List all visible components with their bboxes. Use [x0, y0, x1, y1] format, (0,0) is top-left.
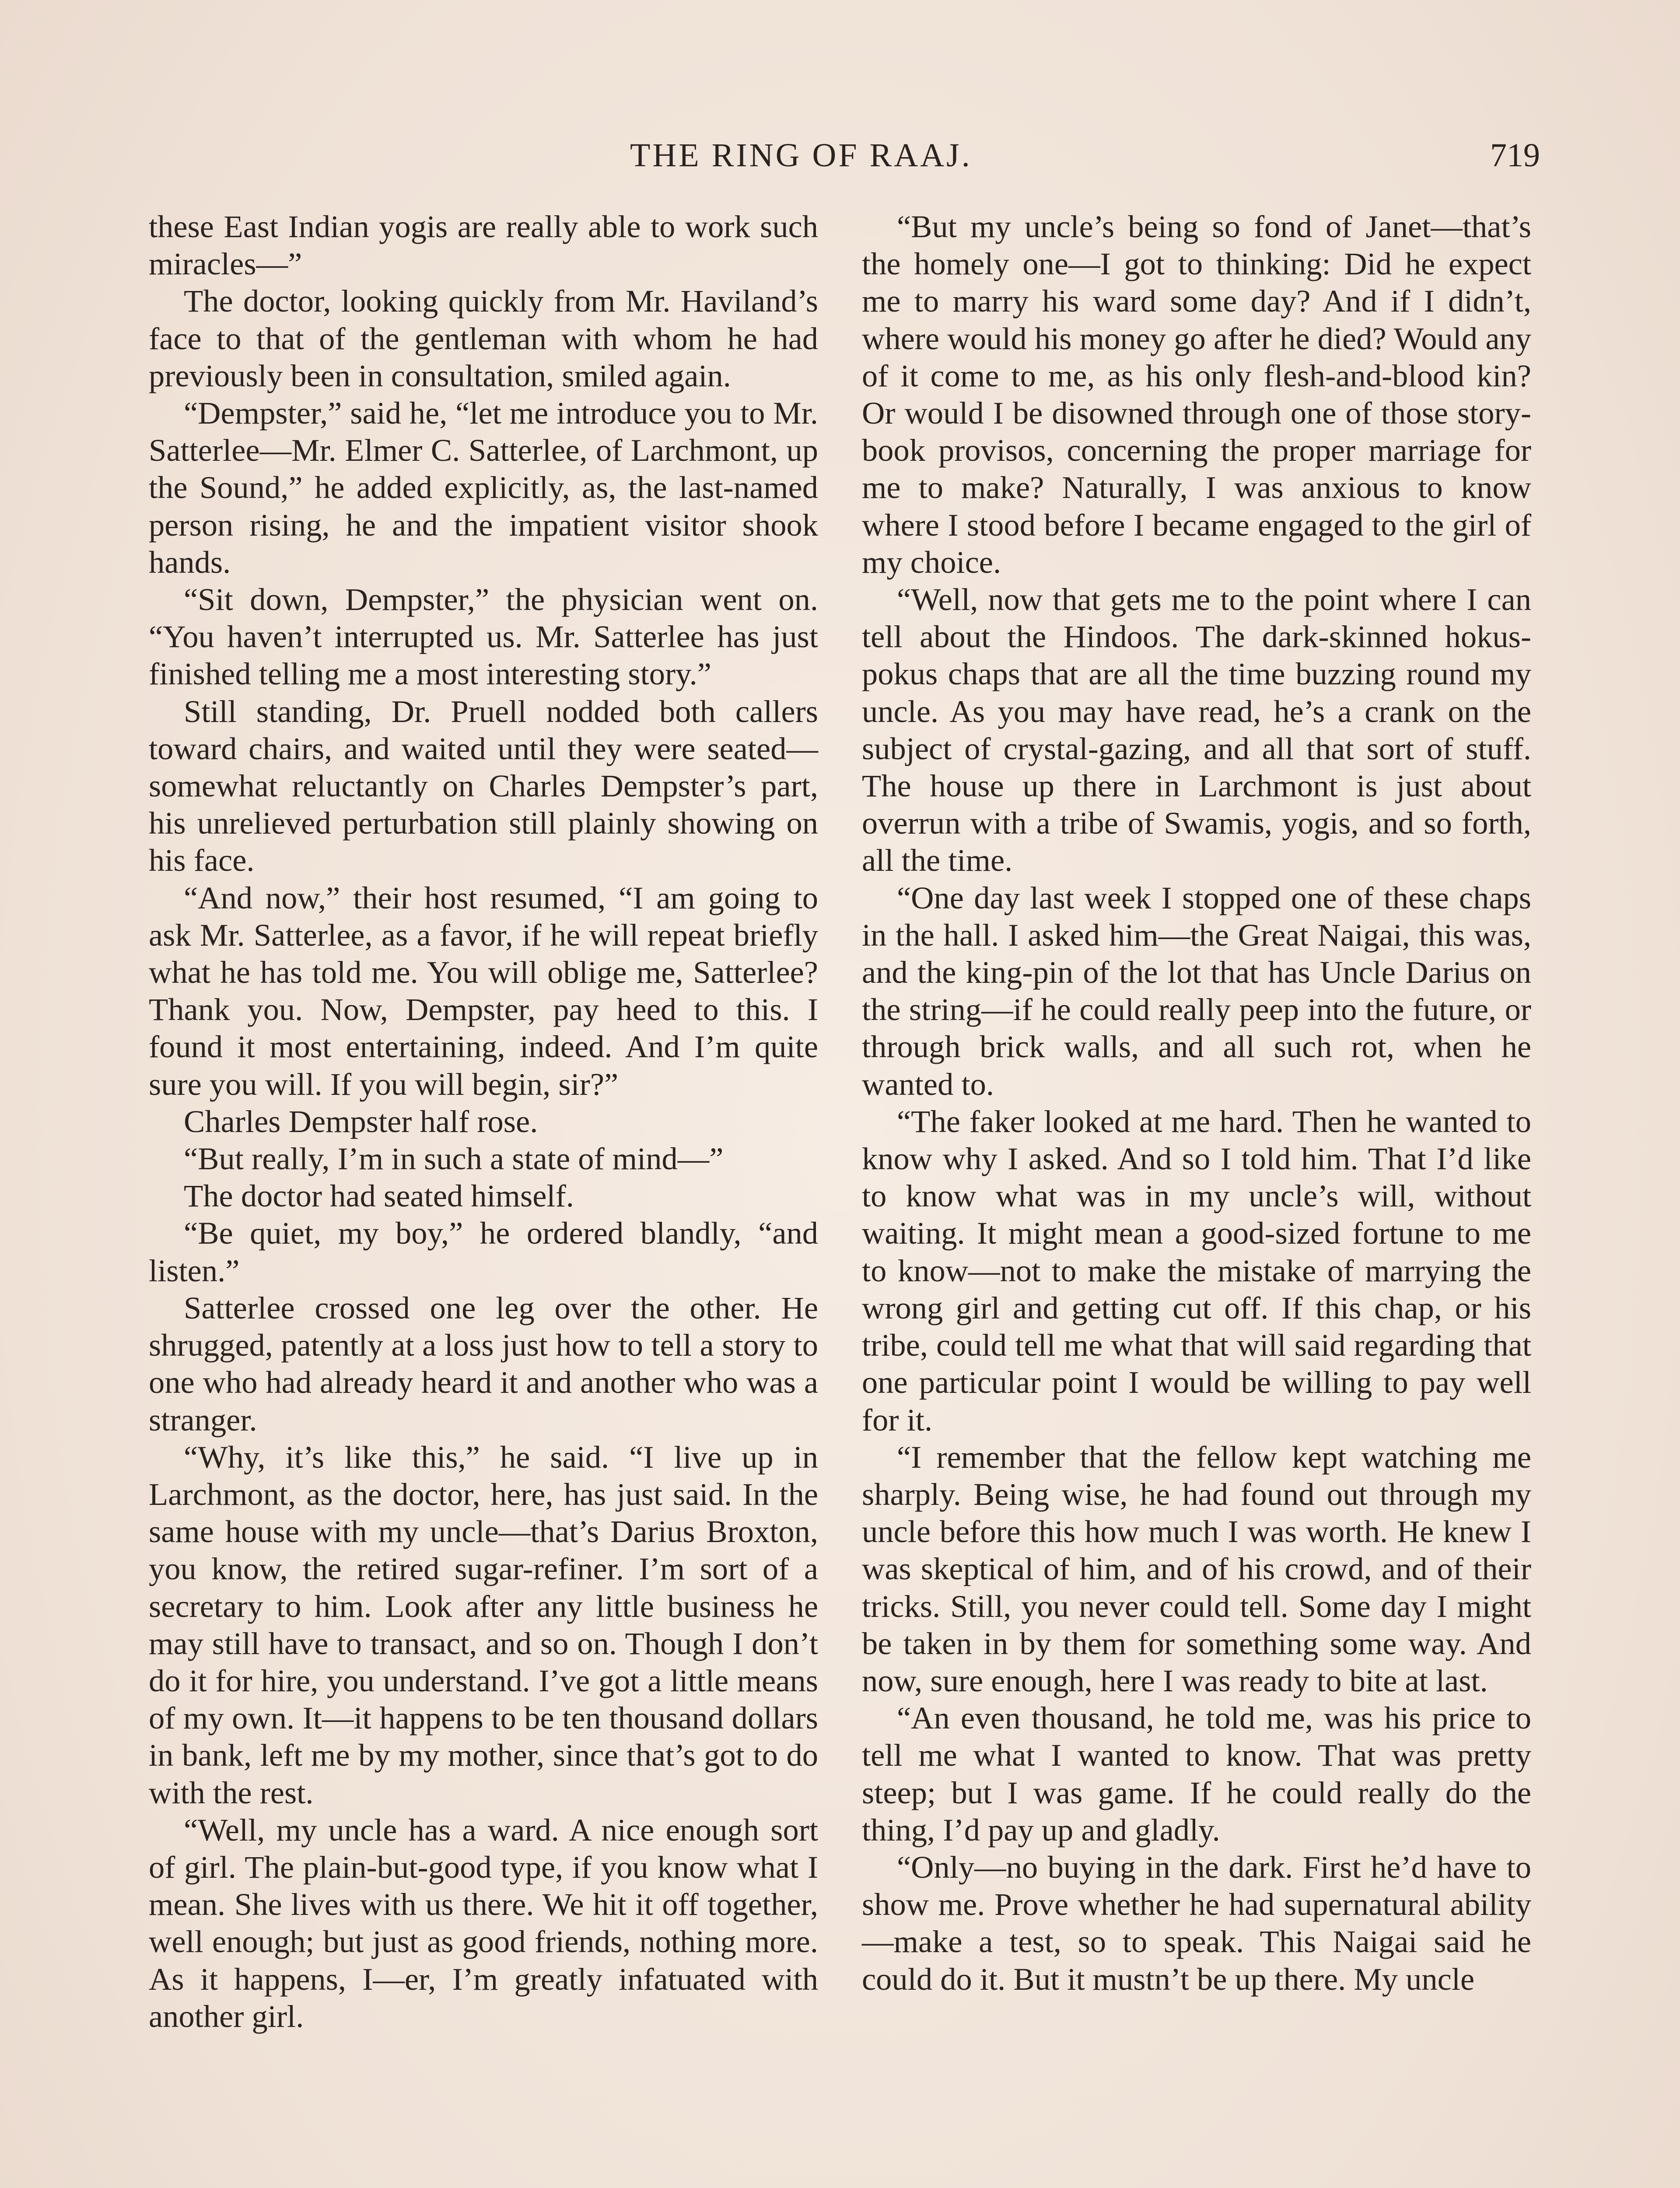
paragraph: “An even thousand, he told me, was his price to tell me what I wanted to know. That was pretty steep; but I was game. If he could really do the thing, I’d pay up and gladly.	[862, 1700, 1531, 1848]
text-column-left	[149, 208, 818, 2035]
paragraph: The doctor had seated himself.	[184, 1178, 574, 1214]
running-head	[0, 131, 1680, 179]
paragraph: “Be quiet, my boy,” he ordered blandly, “and listen.”	[149, 1215, 818, 1288]
paragraph: “Well, now that gets me to the point where I can tell about the Hindoos. The dark-skinned hokus-pokus chaps that are all the time buzzing round my uncle. As you may have read, he’s a crank on the subject of crystal-gazing, and all that sort of stuff. The house up there in Larchmont is just about overrun with a tribe of Swamis, yogis, and so forth, all the time.	[862, 582, 1531, 878]
paragraph: “Dempster,” said he, “let me introduce you to Mr. Satterlee—Mr. Elmer C. Satterlee, of Larchmont, up the Sound,” he added explicitly, as, the last-named person rising, he and the impatient visitor shook hands.	[149, 395, 818, 580]
paragraph: these East Indian yogis are really able to work such miracles—”	[149, 209, 818, 282]
paragraph: “Why, it’s like this,” he said. “I live up in Larchmont, as the doctor, here, has just said. In the same house with my uncle—that’s Darius Broxton, you know, the retired sugar-refiner. I’m sort of a secretary to him. Look after any little business he may still have to transact, and so on. Though I don’t do it for hire, you understand. I’ve got a little means of my own. It—it happens to be ten thousand dollars in bank, left me by my mother, since that’s got to do with the rest.	[149, 1439, 818, 1810]
paragraph: “I remember that the fellow kept watching me sharply. Being wise, he had found out through my uncle before this how much I was worth. He knew I was skeptical of him, and of his crowd, and of their tricks. Still, you never could tell. Some day I might be taken in by them for something some way. And now, sure enough, here I was ready to bite at last.	[862, 1439, 1531, 1698]
text-column-right	[862, 208, 1531, 1998]
paragraph: “Only—no buying in the dark. First he’d have to show me. Prove whether he had supernatural ability—make a test, so to speak. This Naigai said he could do it. But it mustn’t be up there. My uncle	[862, 1849, 1531, 1997]
paragraph: “One day last week I stopped one of these chaps in the hall. I asked him—the Great Naigai, this was, and the king-pin of the lot that has Uncle Darius on the string—if he could really peep into the future, or through brick walls, and all such rot, when he wanted to.	[862, 880, 1531, 1102]
paragraph: Charles Dempster half rose.	[184, 1103, 538, 1139]
paragraph: Satterlee crossed one leg over the other. He shrugged, patently at a loss just how to tell a story to one who had already heard it and another who was a stranger.	[149, 1290, 818, 1438]
paragraph: Still standing, Dr. Pruell nodded both callers toward chairs, and waited until they were seated—somewhat reluctantly on Charles Dempster’s part, his unrelieved perturbation still plainly showing on his face.	[149, 693, 818, 878]
paragraph: “Sit down, Dempster,” the physician went on. “You haven’t interrupted us. Mr. Satterlee has just finished telling me a most interesting story.”	[149, 582, 818, 692]
paragraph: “And now,” their host resumed, “I am going to ask Mr. Satterlee, as a favor, if he will repeat briefly what he has told me. You will oblige me, Satterlee? Thank you. Now, Dempster, pay heed to this. I found it most entertaining, indeed. And I’m quite sure you will. If you will begin, sir?”	[149, 880, 818, 1102]
paragraph: The doctor, looking quickly from Mr. Haviland’s face to that of the gentleman with whom he had previously been in consultation, smiled again.	[149, 283, 818, 393]
running-title: THE RING OF RAAJ.	[630, 137, 972, 174]
paragraph: “But my uncle’s being so fond of Janet—that’s the homely one—I got to thinking: Did he expect me to marry his ward some day? And if I didn’t, where would his money go after he died? Would any of it come to me, as his only flesh-and-blood kin? Or would I be disowned through one of those story-book provisos, concerning the proper marriage for me to make? Naturally, I was anxious to know where I stood before I became engaged to the girl of my choice.	[862, 209, 1531, 580]
paragraph: “Well, my uncle has a ward. A nice enough sort of girl. The plain-but-good type, if you know what I mean. She lives with us there. We hit it off together, well enough; but just as good friends, nothing more. As it happens, I—er, I’m greatly infatuated with another girl.	[149, 1812, 818, 2034]
paragraph: “The faker looked at me hard. Then he wanted to know why I asked. And so I told him. That I’d like to know what was in my uncle’s will, without waiting. It might mean a good-sized fortune to me to know—not to make the mistake of marrying the wrong girl and getting cut off. If this chap, or his tribe, could tell me what that will said regarding that one particular point I would be willing to pay well for it.	[862, 1103, 1531, 1438]
page-number: 719	[1490, 137, 1540, 174]
paragraph: “But really, I’m in such a state of mind—”	[184, 1141, 724, 1177]
